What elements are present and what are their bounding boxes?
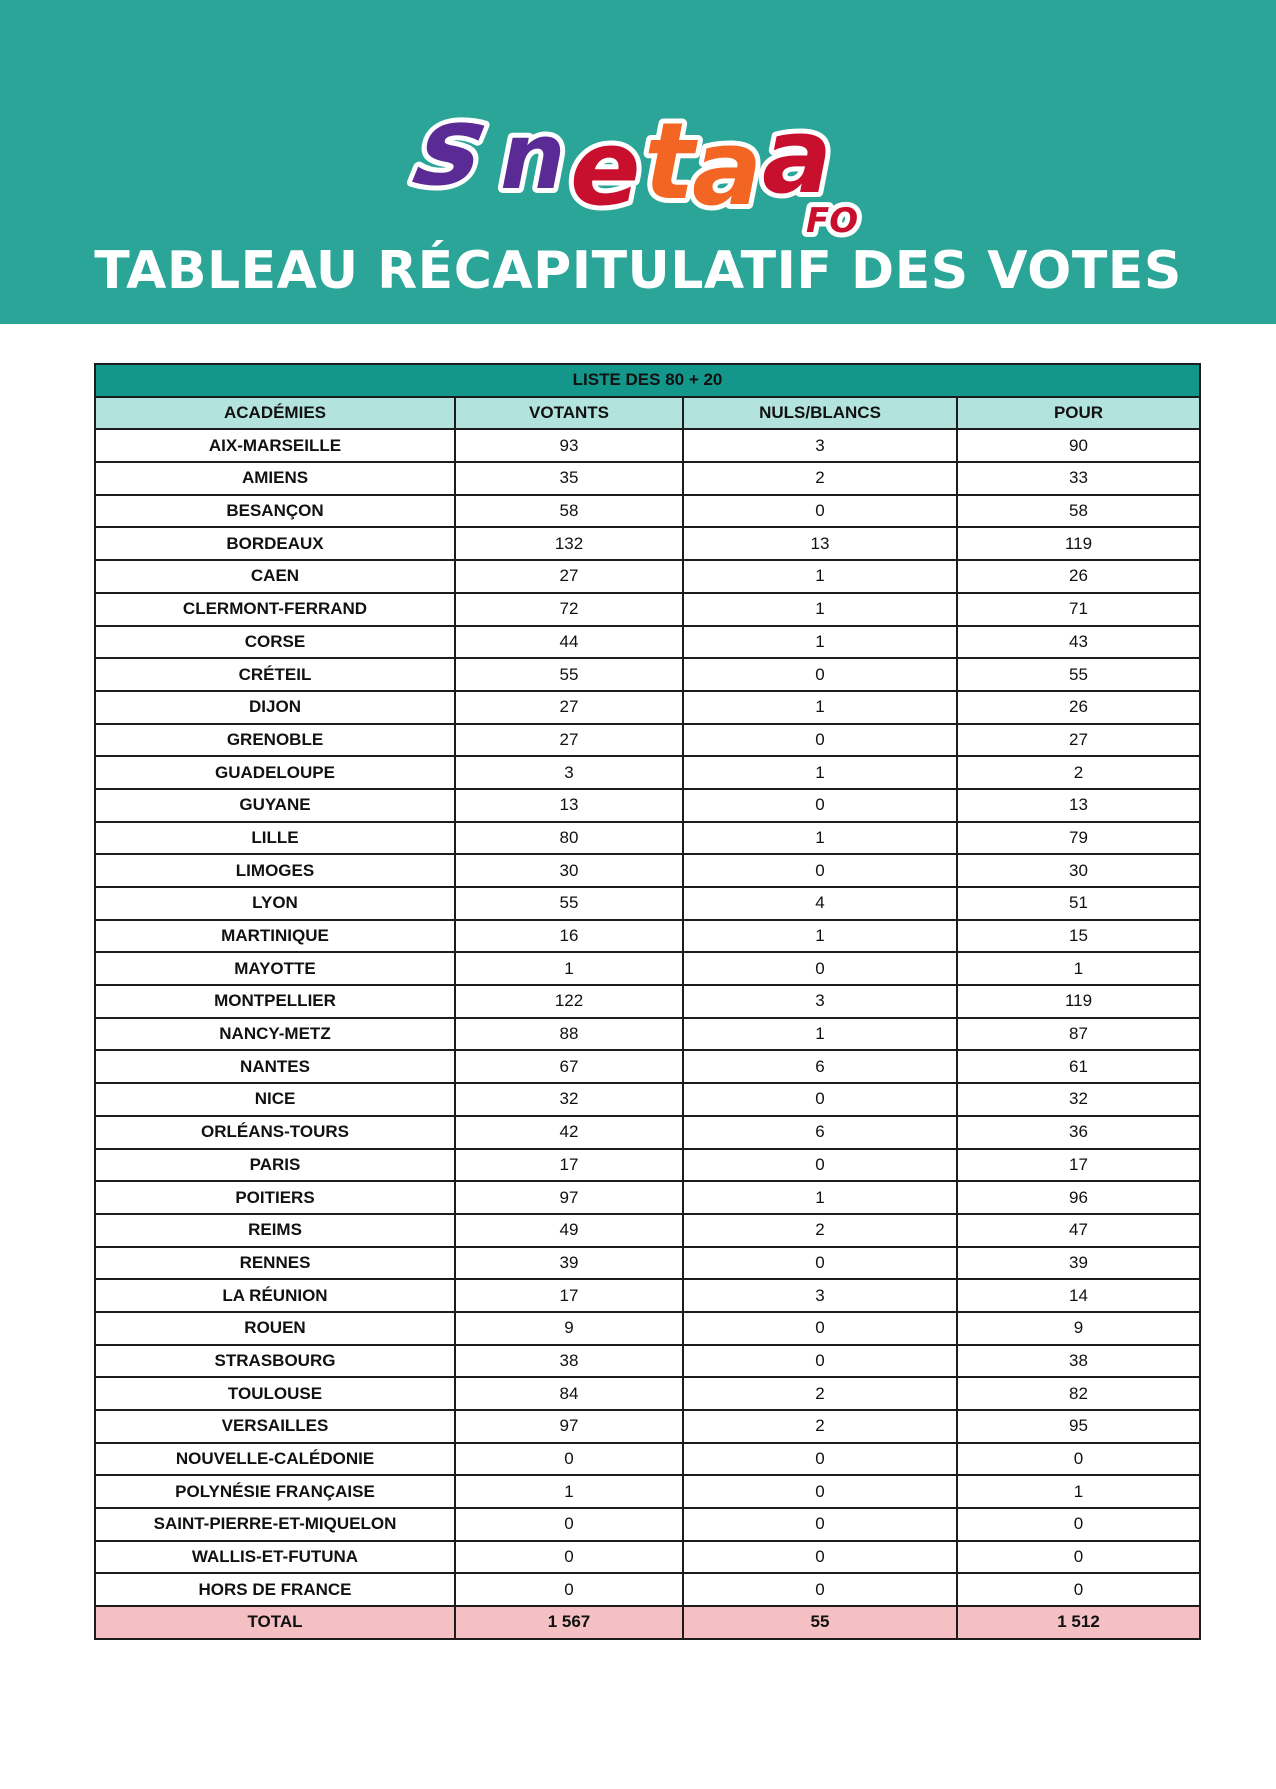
cell-votants: 49 — [455, 1214, 683, 1247]
snetaa-fo-logo — [404, 83, 870, 241]
total-pour: 1 512 — [957, 1606, 1200, 1639]
logo-suffix-fo: FO — [806, 201, 859, 241]
logo-letter-a2: a — [762, 95, 833, 217]
cell-academie: MAYOTTE — [95, 952, 455, 985]
cell-academie: ROUEN — [95, 1312, 455, 1345]
cell-votants: 27 — [455, 724, 683, 757]
cell-academie: AIX-MARSEILLE — [95, 429, 455, 462]
cell-academie: POITIERS — [95, 1181, 455, 1214]
table-row — [95, 1475, 1200, 1508]
cell-votants: 1 — [455, 952, 683, 985]
cell-academie: VERSAILLES — [95, 1410, 455, 1443]
cell-academie: NANCY-METZ — [95, 1018, 455, 1051]
cell-academie: CAEN — [95, 560, 455, 593]
cell-academie: HORS DE FRANCE — [95, 1573, 455, 1606]
cell-pour: 96 — [957, 1181, 1200, 1214]
cell-votants: 35 — [455, 462, 683, 495]
cell-votants: 0 — [455, 1541, 683, 1574]
cell-pour: 0 — [957, 1573, 1200, 1606]
table-row — [95, 1279, 1200, 1312]
cell-academie: PARIS — [95, 1149, 455, 1182]
cell-nuls-blancs: 0 — [683, 1475, 957, 1508]
cell-academie: NICE — [95, 1083, 455, 1116]
cell-academie: REIMS — [95, 1214, 455, 1247]
table-row — [95, 527, 1200, 560]
cell-pour: 17 — [957, 1149, 1200, 1182]
cell-nuls-blancs: 2 — [683, 1410, 957, 1443]
cell-nuls-blancs: 0 — [683, 1573, 957, 1606]
cell-pour: 1 — [957, 952, 1200, 985]
table-row — [95, 1541, 1200, 1574]
cell-pour: 71 — [957, 593, 1200, 626]
cell-pour: 27 — [957, 724, 1200, 757]
table-row — [95, 920, 1200, 953]
cell-pour: 15 — [957, 920, 1200, 953]
cell-votants: 84 — [455, 1377, 683, 1410]
cell-pour: 82 — [957, 1377, 1200, 1410]
cell-pour: 43 — [957, 626, 1200, 659]
table-row — [95, 1214, 1200, 1247]
logo-letter-n: n — [500, 103, 566, 210]
cell-votants: 67 — [455, 1050, 683, 1083]
table-row — [95, 756, 1200, 789]
table-row — [95, 1247, 1200, 1280]
cell-academie: NANTES — [95, 1050, 455, 1083]
cell-pour: 51 — [957, 887, 1200, 920]
table-row — [95, 1181, 1200, 1214]
cell-nuls-blancs: 13 — [683, 527, 957, 560]
cell-pour: 119 — [957, 985, 1200, 1018]
cell-academie: ORLÉANS-TOURS — [95, 1116, 455, 1149]
cell-votants: 44 — [455, 626, 683, 659]
cell-nuls-blancs: 1 — [683, 626, 957, 659]
table-row — [95, 429, 1200, 462]
cell-nuls-blancs: 0 — [683, 495, 957, 528]
cell-nuls-blancs: 0 — [683, 1312, 957, 1345]
cell-votants: 27 — [455, 691, 683, 724]
cell-nuls-blancs: 2 — [683, 1214, 957, 1247]
cell-nuls-blancs: 6 — [683, 1116, 957, 1149]
cell-pour: 36 — [957, 1116, 1200, 1149]
cell-votants: 27 — [455, 560, 683, 593]
cell-academie: CORSE — [95, 626, 455, 659]
table-row — [95, 1345, 1200, 1378]
cell-nuls-blancs: 1 — [683, 1181, 957, 1214]
cell-nuls-blancs: 2 — [683, 1377, 957, 1410]
cell-pour: 14 — [957, 1279, 1200, 1312]
cell-pour: 39 — [957, 1247, 1200, 1280]
cell-pour: 79 — [957, 822, 1200, 855]
cell-votants: 55 — [455, 887, 683, 920]
cell-nuls-blancs: 0 — [683, 952, 957, 985]
table-row — [95, 854, 1200, 887]
cell-nuls-blancs: 1 — [683, 691, 957, 724]
cell-votants: 58 — [455, 495, 683, 528]
table-row — [95, 724, 1200, 757]
cell-votants: 13 — [455, 789, 683, 822]
cell-nuls-blancs: 0 — [683, 1149, 957, 1182]
cell-votants: 39 — [455, 1247, 683, 1280]
cell-pour: 119 — [957, 527, 1200, 560]
column-header-academies: ACADÉMIES — [95, 397, 455, 430]
cell-nuls-blancs: 4 — [683, 887, 957, 920]
votes-table — [94, 363, 1201, 1640]
table-row — [95, 1149, 1200, 1182]
logo-letter-s: s — [404, 83, 498, 211]
table-row — [95, 495, 1200, 528]
cell-academie: GRENOBLE — [95, 724, 455, 757]
cell-nuls-blancs: 1 — [683, 756, 957, 789]
cell-academie: RENNES — [95, 1247, 455, 1280]
total-row — [95, 1606, 1200, 1639]
cell-pour: 33 — [957, 462, 1200, 495]
table-row — [95, 952, 1200, 985]
cell-pour: 87 — [957, 1018, 1200, 1051]
table-row — [95, 462, 1200, 495]
cell-academie: WALLIS-ET-FUTUNA — [95, 1541, 455, 1574]
cell-votants: 38 — [455, 1345, 683, 1378]
cell-pour: 26 — [957, 560, 1200, 593]
total-votants: 1 567 — [455, 1606, 683, 1639]
column-header-nuls-blancs: NULS/BLANCS — [683, 397, 957, 430]
cell-votants: 80 — [455, 822, 683, 855]
cell-votants: 93 — [455, 429, 683, 462]
cell-pour: 26 — [957, 691, 1200, 724]
cell-academie: GUADELOUPE — [95, 756, 455, 789]
table-row — [95, 1443, 1200, 1476]
cell-nuls-blancs: 3 — [683, 429, 957, 462]
cell-academie: BESANÇON — [95, 495, 455, 528]
table-row — [95, 1083, 1200, 1116]
logo-letter-t: t — [644, 100, 695, 223]
column-header-pour: POUR — [957, 397, 1200, 430]
cell-nuls-blancs: 0 — [683, 1508, 957, 1541]
cell-academie: POLYNÉSIE FRANÇAISE — [95, 1475, 455, 1508]
total-nuls-blancs: 55 — [683, 1606, 957, 1639]
cell-pour: 13 — [957, 789, 1200, 822]
table-row — [95, 1050, 1200, 1083]
cell-nuls-blancs: 2 — [683, 462, 957, 495]
cell-pour: 0 — [957, 1443, 1200, 1476]
cell-nuls-blancs: 0 — [683, 1345, 957, 1378]
column-header-votants: VOTANTS — [455, 397, 683, 430]
cell-nuls-blancs: 0 — [683, 724, 957, 757]
table-row — [95, 593, 1200, 626]
cell-pour: 0 — [957, 1541, 1200, 1574]
cell-nuls-blancs: 0 — [683, 1247, 957, 1280]
cell-nuls-blancs: 0 — [683, 658, 957, 691]
cell-pour: 47 — [957, 1214, 1200, 1247]
column-header-row — [95, 397, 1200, 430]
cell-votants: 0 — [455, 1443, 683, 1476]
cell-nuls-blancs: 0 — [683, 854, 957, 887]
cell-pour: 95 — [957, 1410, 1200, 1443]
cell-academie: MARTINIQUE — [95, 920, 455, 953]
list-title-row — [95, 364, 1200, 397]
cell-academie: AMIENS — [95, 462, 455, 495]
cell-nuls-blancs: 3 — [683, 1279, 957, 1312]
table-row — [95, 1018, 1200, 1051]
cell-academie: CRÉTEIL — [95, 658, 455, 691]
cell-academie: SAINT-PIERRE-ET-MIQUELON — [95, 1508, 455, 1541]
cell-votants: 16 — [455, 920, 683, 953]
cell-nuls-blancs: 6 — [683, 1050, 957, 1083]
table-row — [95, 560, 1200, 593]
cell-pour: 90 — [957, 429, 1200, 462]
cell-academie: BORDEAUX — [95, 527, 455, 560]
logo-letter-e: e — [570, 107, 641, 229]
cell-votants: 122 — [455, 985, 683, 1018]
table-row — [95, 789, 1200, 822]
cell-nuls-blancs: 1 — [683, 1018, 957, 1051]
cell-votants: 42 — [455, 1116, 683, 1149]
cell-nuls-blancs: 1 — [683, 560, 957, 593]
logo-letter-a1: a — [692, 107, 763, 229]
cell-pour: 0 — [957, 1508, 1200, 1541]
cell-academie: LILLE — [95, 822, 455, 855]
cell-votants: 0 — [455, 1573, 683, 1606]
cell-votants: 55 — [455, 658, 683, 691]
table-row — [95, 1573, 1200, 1606]
cell-pour: 61 — [957, 1050, 1200, 1083]
cell-pour: 9 — [957, 1312, 1200, 1345]
cell-academie: LIMOGES — [95, 854, 455, 887]
cell-votants: 3 — [455, 756, 683, 789]
cell-academie: MONTPELLIER — [95, 985, 455, 1018]
cell-nuls-blancs: 0 — [683, 1443, 957, 1476]
cell-nuls-blancs: 0 — [683, 789, 957, 822]
cell-nuls-blancs: 3 — [683, 985, 957, 1018]
cell-academie: LA RÉUNION — [95, 1279, 455, 1312]
cell-votants: 17 — [455, 1149, 683, 1182]
table-row — [95, 626, 1200, 659]
cell-votants: 17 — [455, 1279, 683, 1312]
cell-academie: GUYANE — [95, 789, 455, 822]
cell-pour: 2 — [957, 756, 1200, 789]
cell-academie: CLERMONT-FERRAND — [95, 593, 455, 626]
cell-votants: 1 — [455, 1475, 683, 1508]
cell-pour: 58 — [957, 495, 1200, 528]
cell-academie: TOULOUSE — [95, 1377, 455, 1410]
cell-nuls-blancs: 1 — [683, 822, 957, 855]
cell-nuls-blancs: 1 — [683, 593, 957, 626]
cell-votants: 9 — [455, 1312, 683, 1345]
cell-pour: 32 — [957, 1083, 1200, 1116]
header-banner — [0, 0, 1276, 324]
table-row — [95, 1377, 1200, 1410]
cell-academie: STRASBOURG — [95, 1345, 455, 1378]
cell-votants: 97 — [455, 1181, 683, 1214]
cell-votants: 72 — [455, 593, 683, 626]
cell-academie: LYON — [95, 887, 455, 920]
table-row — [95, 887, 1200, 920]
cell-votants: 132 — [455, 527, 683, 560]
page-title: TABLEAU RÉCAPITULATIF DES VOTES — [94, 241, 1182, 301]
cell-votants: 30 — [455, 854, 683, 887]
cell-pour: 1 — [957, 1475, 1200, 1508]
table-row — [95, 691, 1200, 724]
cell-votants: 0 — [455, 1508, 683, 1541]
table-row — [95, 1312, 1200, 1345]
cell-academie: DIJON — [95, 691, 455, 724]
table-row — [95, 822, 1200, 855]
table-row — [95, 658, 1200, 691]
cell-nuls-blancs: 0 — [683, 1083, 957, 1116]
table-row — [95, 985, 1200, 1018]
table-row — [95, 1508, 1200, 1541]
cell-pour: 38 — [957, 1345, 1200, 1378]
list-title: LISTE DES 80 + 20 — [95, 364, 1200, 397]
table-row — [95, 1116, 1200, 1149]
cell-votants: 97 — [455, 1410, 683, 1443]
cell-pour: 30 — [957, 854, 1200, 887]
cell-votants: 88 — [455, 1018, 683, 1051]
cell-nuls-blancs: 0 — [683, 1541, 957, 1574]
cell-votants: 32 — [455, 1083, 683, 1116]
cell-academie: NOUVELLE-CALÉDONIE — [95, 1443, 455, 1476]
total-label: TOTAL — [95, 1606, 455, 1639]
cell-nuls-blancs: 1 — [683, 920, 957, 953]
table-row — [95, 1410, 1200, 1443]
cell-pour: 55 — [957, 658, 1200, 691]
